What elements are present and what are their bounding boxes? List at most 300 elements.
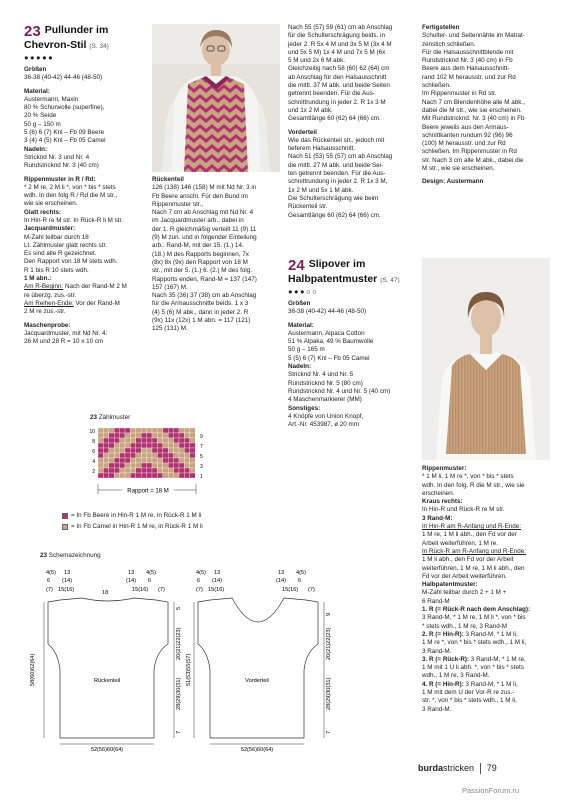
shoulder-line: schnittrundung in jeder 2. R 1x 3 M bbox=[288, 98, 386, 106]
material-line: 51 % Alpaka, 49 % Baumwolle bbox=[288, 338, 374, 346]
decrease-heading: 1 M abn.: bbox=[24, 275, 52, 283]
chart-cell bbox=[114, 473, 119, 478]
chart-cell bbox=[130, 463, 135, 468]
chart-cell bbox=[179, 473, 184, 478]
chart-cell bbox=[152, 438, 157, 443]
chart-cell bbox=[125, 438, 130, 443]
back-outline bbox=[48, 598, 168, 738]
dim-label: (7) bbox=[158, 587, 165, 593]
camel-swatch bbox=[62, 524, 68, 530]
dim-label: 4(5) bbox=[296, 570, 306, 576]
dim-label: 13 bbox=[278, 570, 285, 576]
dim-label: (14) bbox=[62, 578, 72, 584]
decrease-end-label: Am Reihen-Ende: bbox=[24, 299, 74, 307]
dim-label: 15(16) bbox=[132, 587, 149, 593]
chart-cell bbox=[190, 433, 195, 438]
chart-cell bbox=[120, 458, 125, 463]
dim-label: 28(29)30(31) bbox=[176, 677, 182, 710]
dim-label: 4(5) bbox=[46, 570, 56, 576]
pattern-24-header bbox=[288, 258, 416, 429]
back-line: Nach 7 cm ab Anschlag mit Nd Nr. 4 bbox=[152, 209, 254, 217]
chart-cell bbox=[136, 438, 141, 443]
chart-cell bbox=[179, 443, 184, 448]
pattern-24-name-line1: Slipover im bbox=[308, 258, 366, 270]
chart-cell bbox=[103, 433, 108, 438]
chart-cell bbox=[190, 448, 195, 453]
model-photo-illustration bbox=[422, 258, 550, 460]
dim-label: 13 bbox=[214, 570, 221, 576]
chart-cell bbox=[136, 458, 141, 463]
dim-label: 52(56)60(64) bbox=[90, 747, 124, 752]
pattern-24-name-line2: Halbpatentmuster bbox=[288, 273, 378, 285]
dim-label: 15(16) bbox=[282, 587, 299, 593]
sizes-heading: Größen bbox=[288, 299, 311, 307]
chart-cell bbox=[174, 443, 179, 448]
chart-cell bbox=[174, 468, 179, 473]
dim-label: 6 bbox=[298, 578, 302, 584]
pattern-23-title bbox=[24, 24, 142, 39]
chart-cell bbox=[141, 468, 146, 473]
finishing-line: Mit Rundstricknd. Nr. 3 (40 cm) in Fb bbox=[422, 115, 525, 123]
other-line: Art.-Nr. 453987, ø 20 mm bbox=[288, 421, 360, 429]
decrease-end-text: Vor der Rand-M bbox=[73, 299, 120, 307]
chart-cell bbox=[141, 438, 146, 443]
designer-credit: Design: Austermann bbox=[422, 178, 484, 186]
chart-cell bbox=[147, 468, 152, 473]
back-line: für die Armausschnitte beids. 1 x 3 bbox=[152, 300, 249, 308]
chart-cell bbox=[120, 428, 125, 433]
row-number-right: 7 bbox=[200, 444, 203, 450]
chart-cell bbox=[152, 463, 157, 468]
chart-cell bbox=[125, 428, 130, 433]
needles-line: Rundstricknd Nr. 3 (40 cm) bbox=[24, 162, 99, 170]
back-line: der 1. R gleichmäßig verteilt 11 (9) 11 bbox=[152, 225, 257, 233]
chart-cell bbox=[114, 463, 119, 468]
chart-cell bbox=[136, 463, 141, 468]
chart-cell bbox=[141, 433, 146, 438]
chart-cell bbox=[120, 438, 125, 443]
chart-cell bbox=[184, 428, 189, 433]
chart-cell bbox=[125, 443, 130, 448]
front-line: Die Schulterschrägung wie beim bbox=[288, 194, 379, 202]
dim-label: (14) bbox=[126, 578, 136, 584]
jacquard-line: Es sind alle R gezeichnet. bbox=[24, 250, 97, 258]
chart-cell bbox=[190, 463, 195, 468]
legend-berry-text: = In Fb Beere in Hin-R 1 M re, in Rück-R 1 M li bbox=[71, 512, 202, 519]
chart-cell bbox=[109, 448, 114, 453]
chart-cell bbox=[152, 433, 157, 438]
chart-cell bbox=[125, 473, 130, 478]
chart-cell bbox=[147, 463, 152, 468]
chart-cell bbox=[103, 438, 108, 443]
chart-cell bbox=[157, 473, 162, 478]
chart-cell bbox=[157, 448, 162, 453]
back-line: str., mit der 5. (1.) 6. (2.) M des folg. bbox=[152, 267, 253, 275]
shoulder-line: und 1x 2 M abk. bbox=[288, 106, 333, 114]
finishing-line: Beere jeweils aus den Armaus- bbox=[422, 123, 509, 131]
chart-cell bbox=[136, 443, 141, 448]
chart-cell bbox=[114, 448, 119, 453]
finishing-instructions bbox=[422, 24, 550, 187]
edge-ws-line: 1 M li abh., den Fd vor der Arbeit bbox=[422, 556, 514, 564]
chart-cell bbox=[103, 458, 108, 463]
pattern-23-number: 23 bbox=[24, 23, 41, 40]
chart-cell bbox=[163, 458, 168, 463]
chart-cell bbox=[184, 463, 189, 468]
dim-label: 15(16) bbox=[208, 587, 225, 593]
dim-label: (14) bbox=[212, 578, 222, 584]
pattern-23-difficulty: ●●●●● bbox=[24, 53, 55, 63]
pattern-23-name-line1: Pullunder im bbox=[44, 24, 109, 36]
chart-cell bbox=[147, 433, 152, 438]
chart-cell bbox=[98, 438, 103, 443]
gauge-line: 26 M und 28 R = 10 x 10 cm bbox=[24, 338, 104, 346]
colorwork-chart bbox=[90, 414, 230, 422]
chart-cell bbox=[141, 473, 146, 478]
needles-line: Rundstricknd Nr. 5 (80 cm) bbox=[288, 379, 363, 387]
rib-line: wdh. In den folg. R die M str., wie sie bbox=[422, 481, 525, 489]
material-heading: Material: bbox=[24, 87, 50, 95]
chart-cell bbox=[152, 473, 157, 478]
pattern-23-name-line2: Chevron-Stil bbox=[24, 39, 87, 51]
back-line: 157 (167) M. bbox=[152, 283, 188, 291]
legend-camel bbox=[62, 523, 282, 531]
chart-cell bbox=[98, 448, 103, 453]
edge-ws-label: In Rück-R am R-Anfang und R-Ende: bbox=[422, 547, 526, 555]
chart-cell bbox=[152, 458, 157, 463]
jacquard-line: R 1 bis R 10 stets wdh. bbox=[24, 266, 89, 274]
row3-line: wdh., 1 M re, 3 Rand-M. bbox=[422, 672, 490, 680]
row-number-right: 1 bbox=[200, 474, 203, 480]
shoulder-line: Gesamtlänge 60 (62) 64 (66) cm. bbox=[288, 115, 381, 123]
berry-swatch bbox=[62, 513, 68, 519]
chart-cell bbox=[179, 438, 184, 443]
magazine-brand bbox=[418, 763, 474, 775]
jacquard-line: M-Zahl teilbar durch 18 bbox=[24, 233, 89, 241]
shoulder-and-front-instructions bbox=[288, 24, 416, 220]
finishing-line: Schulter- und Seitennähte im Matrat- bbox=[422, 32, 525, 40]
photo-slipover bbox=[422, 258, 550, 460]
front-line: tieferem Halsausschnitt. bbox=[288, 145, 356, 153]
chart-cell bbox=[184, 443, 189, 448]
chart-cell bbox=[103, 448, 108, 453]
front-line: ten getrennt beenden. Für die Aus- bbox=[288, 170, 386, 178]
chart-cell bbox=[125, 448, 130, 453]
chart-cell bbox=[174, 458, 179, 463]
chart-legend bbox=[62, 512, 282, 535]
schematic-drawings bbox=[20, 562, 340, 752]
stockinette-heading: Glatt rechts: bbox=[24, 208, 62, 216]
pattern-24-stitches bbox=[422, 465, 550, 714]
chart-cell bbox=[114, 443, 119, 448]
row3-heading: 3. R (= Rück-R): bbox=[422, 655, 470, 663]
shoulder-line: und 5x 5 M) 1x 4 M und 7x 5 M (6x bbox=[288, 48, 386, 56]
schematic-label-number: 23 bbox=[40, 552, 48, 559]
chart-cell bbox=[103, 468, 108, 473]
row4-line: 3 Rand-M. bbox=[422, 705, 452, 713]
rib-line: * 1 M li, 1 M re *, von * bis * stets bbox=[422, 473, 514, 481]
chart-cell bbox=[114, 428, 119, 433]
chart-cell bbox=[109, 428, 114, 433]
chart-cell bbox=[136, 448, 141, 453]
jacquard-heading: Jacquardmuster: bbox=[24, 225, 76, 233]
finishing-line: Im Rippenmuster in Rd str. bbox=[422, 90, 497, 98]
edge-rs-label: In Hin-R am R-Anfang und R-Ende: bbox=[422, 523, 522, 531]
chart-cell bbox=[136, 433, 141, 438]
chart-cell bbox=[179, 453, 184, 458]
finishing-line: str. Nach 3 cm alle M abk., dabei die bbox=[422, 156, 524, 164]
chart-cells bbox=[98, 428, 195, 478]
chart-cell bbox=[141, 443, 146, 448]
chart-cell bbox=[125, 458, 130, 463]
row4-line: 1 M mit dem U der Vor-R re zus.- bbox=[422, 689, 515, 697]
dim-label: 18 bbox=[102, 590, 109, 596]
chart-cell bbox=[168, 473, 173, 478]
chart-cell bbox=[168, 443, 173, 448]
pattern-24-page-ref: (S. 47) bbox=[380, 277, 400, 284]
finishing-line: M str., wie sie erscheinen. bbox=[422, 165, 495, 173]
chart-cell bbox=[109, 433, 114, 438]
chart-cell bbox=[120, 433, 125, 438]
front-outline bbox=[198, 598, 318, 738]
dim-label: 58(60)62(64) bbox=[30, 653, 36, 686]
material-line: 50 g – 150 m bbox=[24, 120, 61, 128]
chart-cell bbox=[179, 433, 184, 438]
sizes-heading: Größen bbox=[24, 65, 47, 73]
chart-cell bbox=[184, 433, 189, 438]
jacquard-line: Den Rapport von 18 M stets wdh. bbox=[24, 258, 118, 266]
pattern-24-difficulty: ●●●○○ bbox=[288, 287, 319, 297]
shoulder-line: Nach 55 (57) 59 (61) cm ab Anschlag bbox=[288, 24, 393, 31]
chart-cell bbox=[163, 448, 168, 453]
chart-cell bbox=[190, 438, 195, 443]
back-line: (9) M zun. und in folgender Einteilung bbox=[152, 234, 257, 242]
front-line: Wie das Rückenteil str., jedoch mit bbox=[288, 136, 385, 144]
dim-label: 9 bbox=[326, 612, 332, 616]
legend-berry bbox=[62, 512, 282, 520]
chart-cell bbox=[174, 453, 179, 458]
chart-cell bbox=[130, 428, 135, 433]
row4-line: str. *, von * bis * stets wdh., 1 M li, bbox=[422, 697, 517, 705]
row-number-left: 2 bbox=[92, 469, 95, 475]
chart-cell bbox=[114, 433, 119, 438]
chart-cell bbox=[190, 428, 195, 433]
chart-cell bbox=[109, 473, 114, 478]
finishing-line: zenstich schließen. bbox=[422, 40, 476, 48]
edge-rs-line: Arbeit weiterführen, 1 M re. bbox=[422, 539, 498, 547]
chart-cell bbox=[163, 433, 168, 438]
finishing-heading: Fertigstellen bbox=[422, 24, 460, 31]
chart-cell bbox=[179, 463, 184, 468]
chart-cell bbox=[103, 428, 108, 433]
chart-cell bbox=[184, 448, 189, 453]
material-line: 50 g – 165 m bbox=[288, 346, 325, 354]
shoulder-line: 5 M und 2x 6 M abk. bbox=[288, 57, 346, 65]
chart-cell bbox=[184, 458, 189, 463]
chart-cell bbox=[157, 463, 162, 468]
row-number-right: 9 bbox=[200, 434, 203, 440]
decrease-start-label: Am R-Beginn: bbox=[24, 283, 64, 291]
chart-cell bbox=[120, 468, 125, 473]
pattern-24-number: 24 bbox=[288, 257, 305, 274]
chart-cell bbox=[163, 443, 168, 448]
chart-cell bbox=[157, 438, 162, 443]
rib-line: wdh. In den folg R / Rd die M str., bbox=[24, 192, 118, 200]
finishing-line: rand 102 M herausstr. und zur Rd bbox=[422, 73, 516, 81]
back-line: 125 (131) M. bbox=[152, 325, 188, 333]
chart-cell bbox=[141, 428, 146, 433]
half-fisherman-line: 6 Rand-M bbox=[422, 597, 450, 605]
chart-cell bbox=[109, 468, 114, 473]
shoulder-line: Gleichzeitig nach 58 (60) 62 (64) cm bbox=[288, 65, 390, 73]
row1-heading: 1. R (= Rück-R nach dem Anschlag): bbox=[422, 606, 531, 614]
half-fisherman-line: M-Zahl teilbar durch 2 + 1 M + bbox=[422, 589, 507, 597]
material-line: Austermann, Maxin bbox=[24, 95, 79, 103]
needles-line: Stricknd Nr. 3 und Nr. 4 bbox=[24, 153, 90, 161]
chart-cell bbox=[120, 443, 125, 448]
back-line: (9x) 11x (12x) 1 M abn. = 117 (121) bbox=[152, 317, 251, 325]
needles-heading: Nadeln: bbox=[288, 363, 312, 371]
edge-stitch-heading: 3 Rand-M: bbox=[422, 514, 453, 522]
chart-cell bbox=[114, 468, 119, 473]
front-line: 1x 2 M und 5x 1 M abk. bbox=[288, 186, 354, 194]
front-piece-schematic bbox=[186, 570, 332, 752]
dim-label: 13 bbox=[128, 570, 135, 576]
material-line: 3 (4) 4 (5) Knl – Fb 05 Camel bbox=[24, 137, 106, 145]
page-number: 79 bbox=[486, 763, 497, 773]
finishing-line: schnittkanten rundum 92 (96) 96 bbox=[422, 131, 513, 139]
chart-cell bbox=[109, 453, 114, 458]
chart-cell bbox=[141, 463, 146, 468]
dim-label: 7 bbox=[176, 730, 182, 734]
chart-cell bbox=[130, 468, 135, 473]
chart-cell bbox=[168, 438, 173, 443]
chart-cell bbox=[130, 473, 135, 478]
chart-cell bbox=[130, 443, 135, 448]
row-number-left: 8 bbox=[92, 439, 95, 445]
schematic-title bbox=[40, 552, 101, 560]
front-line: schnittrundung in jeder 2. R 1x 3 M, bbox=[288, 178, 388, 186]
shoulder-line: für die Schulterschrägung beids. in bbox=[288, 32, 385, 40]
finishing-line: schließen. bbox=[422, 82, 451, 90]
other-heading: Sonstiges: bbox=[288, 404, 321, 412]
chart-cell bbox=[174, 463, 179, 468]
rib-line: wie sie erscheinen. bbox=[24, 200, 78, 208]
chart-cell bbox=[157, 458, 162, 463]
chart-cell bbox=[98, 468, 103, 473]
sizes-text: 36-38 (40-42) 44-46 (48-50) bbox=[24, 74, 103, 82]
dim-label: 6 bbox=[197, 578, 201, 584]
chart-cell bbox=[152, 453, 157, 458]
material-line: 5 (6) 6 (7) Knl – Fb 09 Beere bbox=[24, 129, 105, 137]
chart-cell bbox=[120, 453, 125, 458]
brand-rest: stricken bbox=[443, 763, 475, 773]
pattern-23-page-ref: (S. 34) bbox=[89, 43, 109, 50]
chart-cell bbox=[147, 443, 152, 448]
footer-divider bbox=[480, 763, 481, 774]
back-line: (8x) 8x (9x) den Rapport von 18 M bbox=[152, 258, 248, 266]
decrease-end-text2: 2 M re zus.-str. bbox=[24, 308, 66, 316]
back-line: (18.) M des Rapports beginnen, 7x bbox=[152, 250, 249, 258]
shoulder-line: ab Anschlag für den Halsausschnitt bbox=[288, 73, 387, 81]
shoulder-line: getrennt beenden. Für die Aus- bbox=[288, 90, 375, 98]
dim-label: 6 bbox=[148, 578, 152, 584]
chart-cell bbox=[168, 428, 173, 433]
jacquard-line: Lt. Zählmuster glatt rechts str. bbox=[24, 241, 107, 249]
chart-cell bbox=[168, 463, 173, 468]
back-piece-heading: Rückenteil bbox=[152, 176, 184, 183]
finishing-line: Für die Halsausschnittblende mit bbox=[422, 48, 514, 56]
finishing-line: Rundstricknd Nr. 3 (40 cm) in Fb bbox=[422, 57, 513, 65]
shoulder-line: jeder 2. R 5x 4 M und 3x 5 M (3x 4 M bbox=[288, 40, 392, 48]
dim-label: 15(16) bbox=[58, 587, 75, 593]
row-number-left: 4 bbox=[92, 459, 95, 465]
chart-cell bbox=[103, 453, 108, 458]
chart-cell bbox=[147, 438, 152, 443]
chart-cell bbox=[190, 468, 195, 473]
chart-cell bbox=[125, 463, 130, 468]
pattern-23-header bbox=[24, 24, 142, 346]
chart-cell bbox=[109, 443, 114, 448]
decrease-start-text: Nach der Rand-M 2 M bbox=[63, 283, 127, 291]
needles-line: 4 Maschenmarkierer (MM) bbox=[288, 396, 362, 404]
chart-cell bbox=[147, 473, 152, 478]
front-piece-heading: Vorderteil bbox=[288, 128, 317, 136]
chart-cell bbox=[184, 468, 189, 473]
chart-cell bbox=[174, 473, 179, 478]
dim-label: 4(5) bbox=[146, 570, 156, 576]
back-line: im Jacquardmuster arb., dabei in bbox=[152, 217, 244, 225]
brand-bold: burda bbox=[418, 763, 444, 773]
dim-label: 28(29)30(31) bbox=[326, 677, 332, 710]
chart-cell bbox=[98, 458, 103, 463]
row1-line: 3 Rand-M, * 1 M re, 1 M li *, von * bis bbox=[422, 614, 526, 622]
chart-cell bbox=[136, 468, 141, 473]
chart-cell bbox=[147, 458, 152, 463]
dim-label: 20(21)22(23) bbox=[326, 627, 332, 660]
edge-rs-line: 1 M re, 1 M li abh., den Fd vor der bbox=[422, 531, 517, 539]
front-line: Rückenteil str. bbox=[288, 203, 328, 211]
material-line: 80 % Schurwolle (superfine), bbox=[24, 104, 105, 112]
chart-cell bbox=[179, 468, 184, 473]
chart-cell bbox=[130, 448, 135, 453]
row2-text: 3 Rand-M, * 1 M li, bbox=[463, 630, 518, 638]
needles-line: Stricknd Nr. 4 und Nr. 5 bbox=[288, 371, 354, 379]
row-number-right: 5 bbox=[200, 454, 203, 460]
chart-cell bbox=[103, 463, 108, 468]
chart-cell bbox=[109, 463, 114, 468]
back-line: (4) 5 (6) M abk., dann in jeder 2. R bbox=[152, 308, 249, 316]
row-number-right: 3 bbox=[200, 464, 203, 470]
chart-cell bbox=[147, 428, 152, 433]
rib-line: erscheinen. bbox=[422, 489, 455, 497]
front-piece-label: Vorderteil bbox=[245, 678, 269, 684]
chart-cell bbox=[163, 473, 168, 478]
chart-cell bbox=[141, 458, 146, 463]
row3-line: 1 M mit 1 U li abh. *, von * bis * stets bbox=[422, 664, 524, 672]
finishing-line: dabei die M str., wie sie erscheinen. bbox=[422, 106, 522, 114]
chart-cell bbox=[184, 438, 189, 443]
chart-cell bbox=[157, 428, 162, 433]
page-footer bbox=[418, 763, 497, 775]
gauge-heading: Maschenprobe: bbox=[24, 321, 71, 329]
chart-cell bbox=[109, 438, 114, 443]
needles-heading: Nadeln: bbox=[24, 145, 48, 153]
colorwork-grid bbox=[84, 424, 214, 504]
chart-cell bbox=[163, 463, 168, 468]
back-line: arb.: Rand-M, mit der 15. (1.) 14. bbox=[152, 242, 244, 250]
rib-heading: Rippenmuster in R / Rd: bbox=[24, 175, 96, 183]
